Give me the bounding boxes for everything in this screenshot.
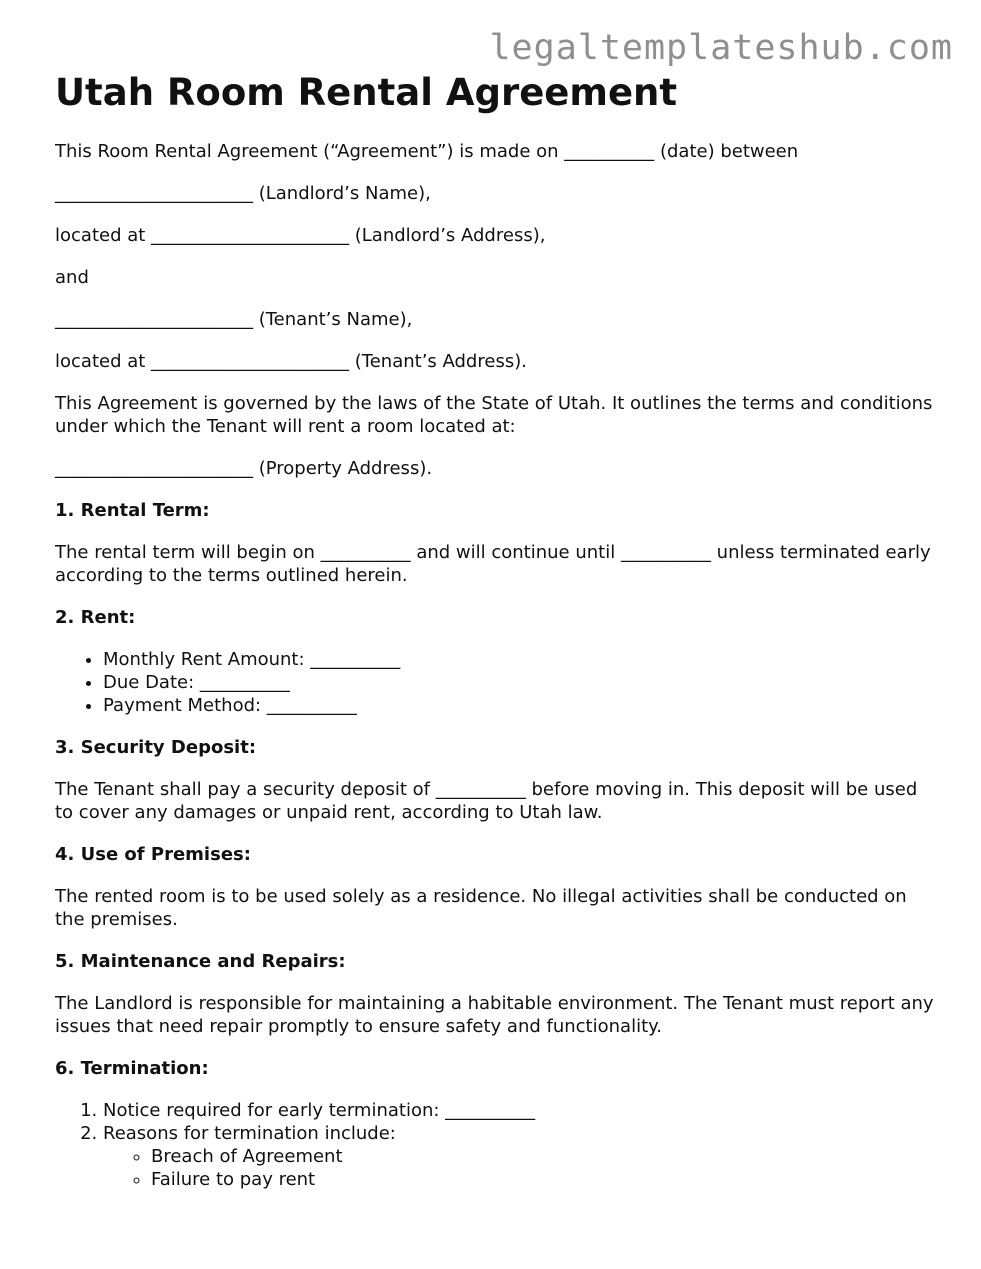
maintenance-text: The Landlord is responsible for maintaining a habitable environment. The Tenant must report any issues that need repair promptly to ensure safety and functionality. (55, 993, 934, 1037)
rent-item-monthly-amount: • Monthly Rent Amount: __________ (103, 648, 935, 671)
reason-failure-to-pay: ◦ Failure to pay rent (151, 1168, 935, 1191)
termination-list (55, 1099, 935, 1191)
section-heading-rental-term: 1. Rental Term: (55, 500, 210, 521)
section-heading-termination: 6. Termination: (55, 1058, 209, 1079)
landlord-name-line: ______________________ (Landlord’s Name), (55, 183, 431, 204)
landlord-address-line: located at ______________________ (Landlord’s Address), (55, 225, 546, 246)
section-heading-rent: 2. Rent: (55, 607, 136, 628)
termination-notice-text: Notice required for early termination: __________ (103, 1100, 536, 1121)
termination-item-notice (103, 1099, 935, 1122)
security-deposit-text: The Tenant shall pay a security deposit of __________ before moving in. This deposit will be used to cover any damages or unpaid rent, according to Utah law. (55, 779, 918, 823)
section-heading-security-deposit: 3. Security Deposit: (55, 737, 257, 758)
and-line: and (55, 267, 89, 288)
watermark: legaltemplateshub.com (489, 28, 953, 68)
document-body (55, 70, 935, 1191)
intro-date-line: This Room Rental Agreement (“Agreement”) is made on __________ (date) between (55, 141, 799, 162)
property-address-line: ______________________ (Property Address). (55, 458, 433, 479)
termination-reasons-text: Reasons for termination include: (103, 1123, 396, 1144)
section-heading-maintenance: 5. Maintenance and Repairs: (55, 951, 346, 972)
rental-term-text: The rental term will begin on __________ and will continue until __________ unless terminated early according to the terms outlined herein. (55, 542, 931, 586)
rent-item-due-date: • Due Date: __________ (103, 671, 935, 694)
reason-breach: ◦ Breach of Agreement (151, 1145, 935, 1168)
document-title: Utah Room Rental Agreement (55, 71, 678, 114)
rent-item-payment-method: • Payment Method: __________ (103, 694, 935, 717)
tenant-address-line: located at ______________________ (Tenant’s Address). (55, 351, 527, 372)
rent-list (55, 648, 935, 717)
tenant-name-line: ______________________ (Tenant’s Name), (55, 309, 413, 330)
use-of-premises-text: The rented room is to be used solely as a residence. No illegal activities shall be conducted on the premises. (55, 886, 907, 930)
termination-reasons-list (103, 1145, 935, 1191)
governing-law-paragraph: This Agreement is governed by the laws of the State of Utah. It outlines the terms and conditions under which the Tenant will rent a room located at: (55, 393, 933, 437)
termination-item-reasons (103, 1122, 935, 1191)
section-heading-use-of-premises: 4. Use of Premises: (55, 844, 251, 865)
